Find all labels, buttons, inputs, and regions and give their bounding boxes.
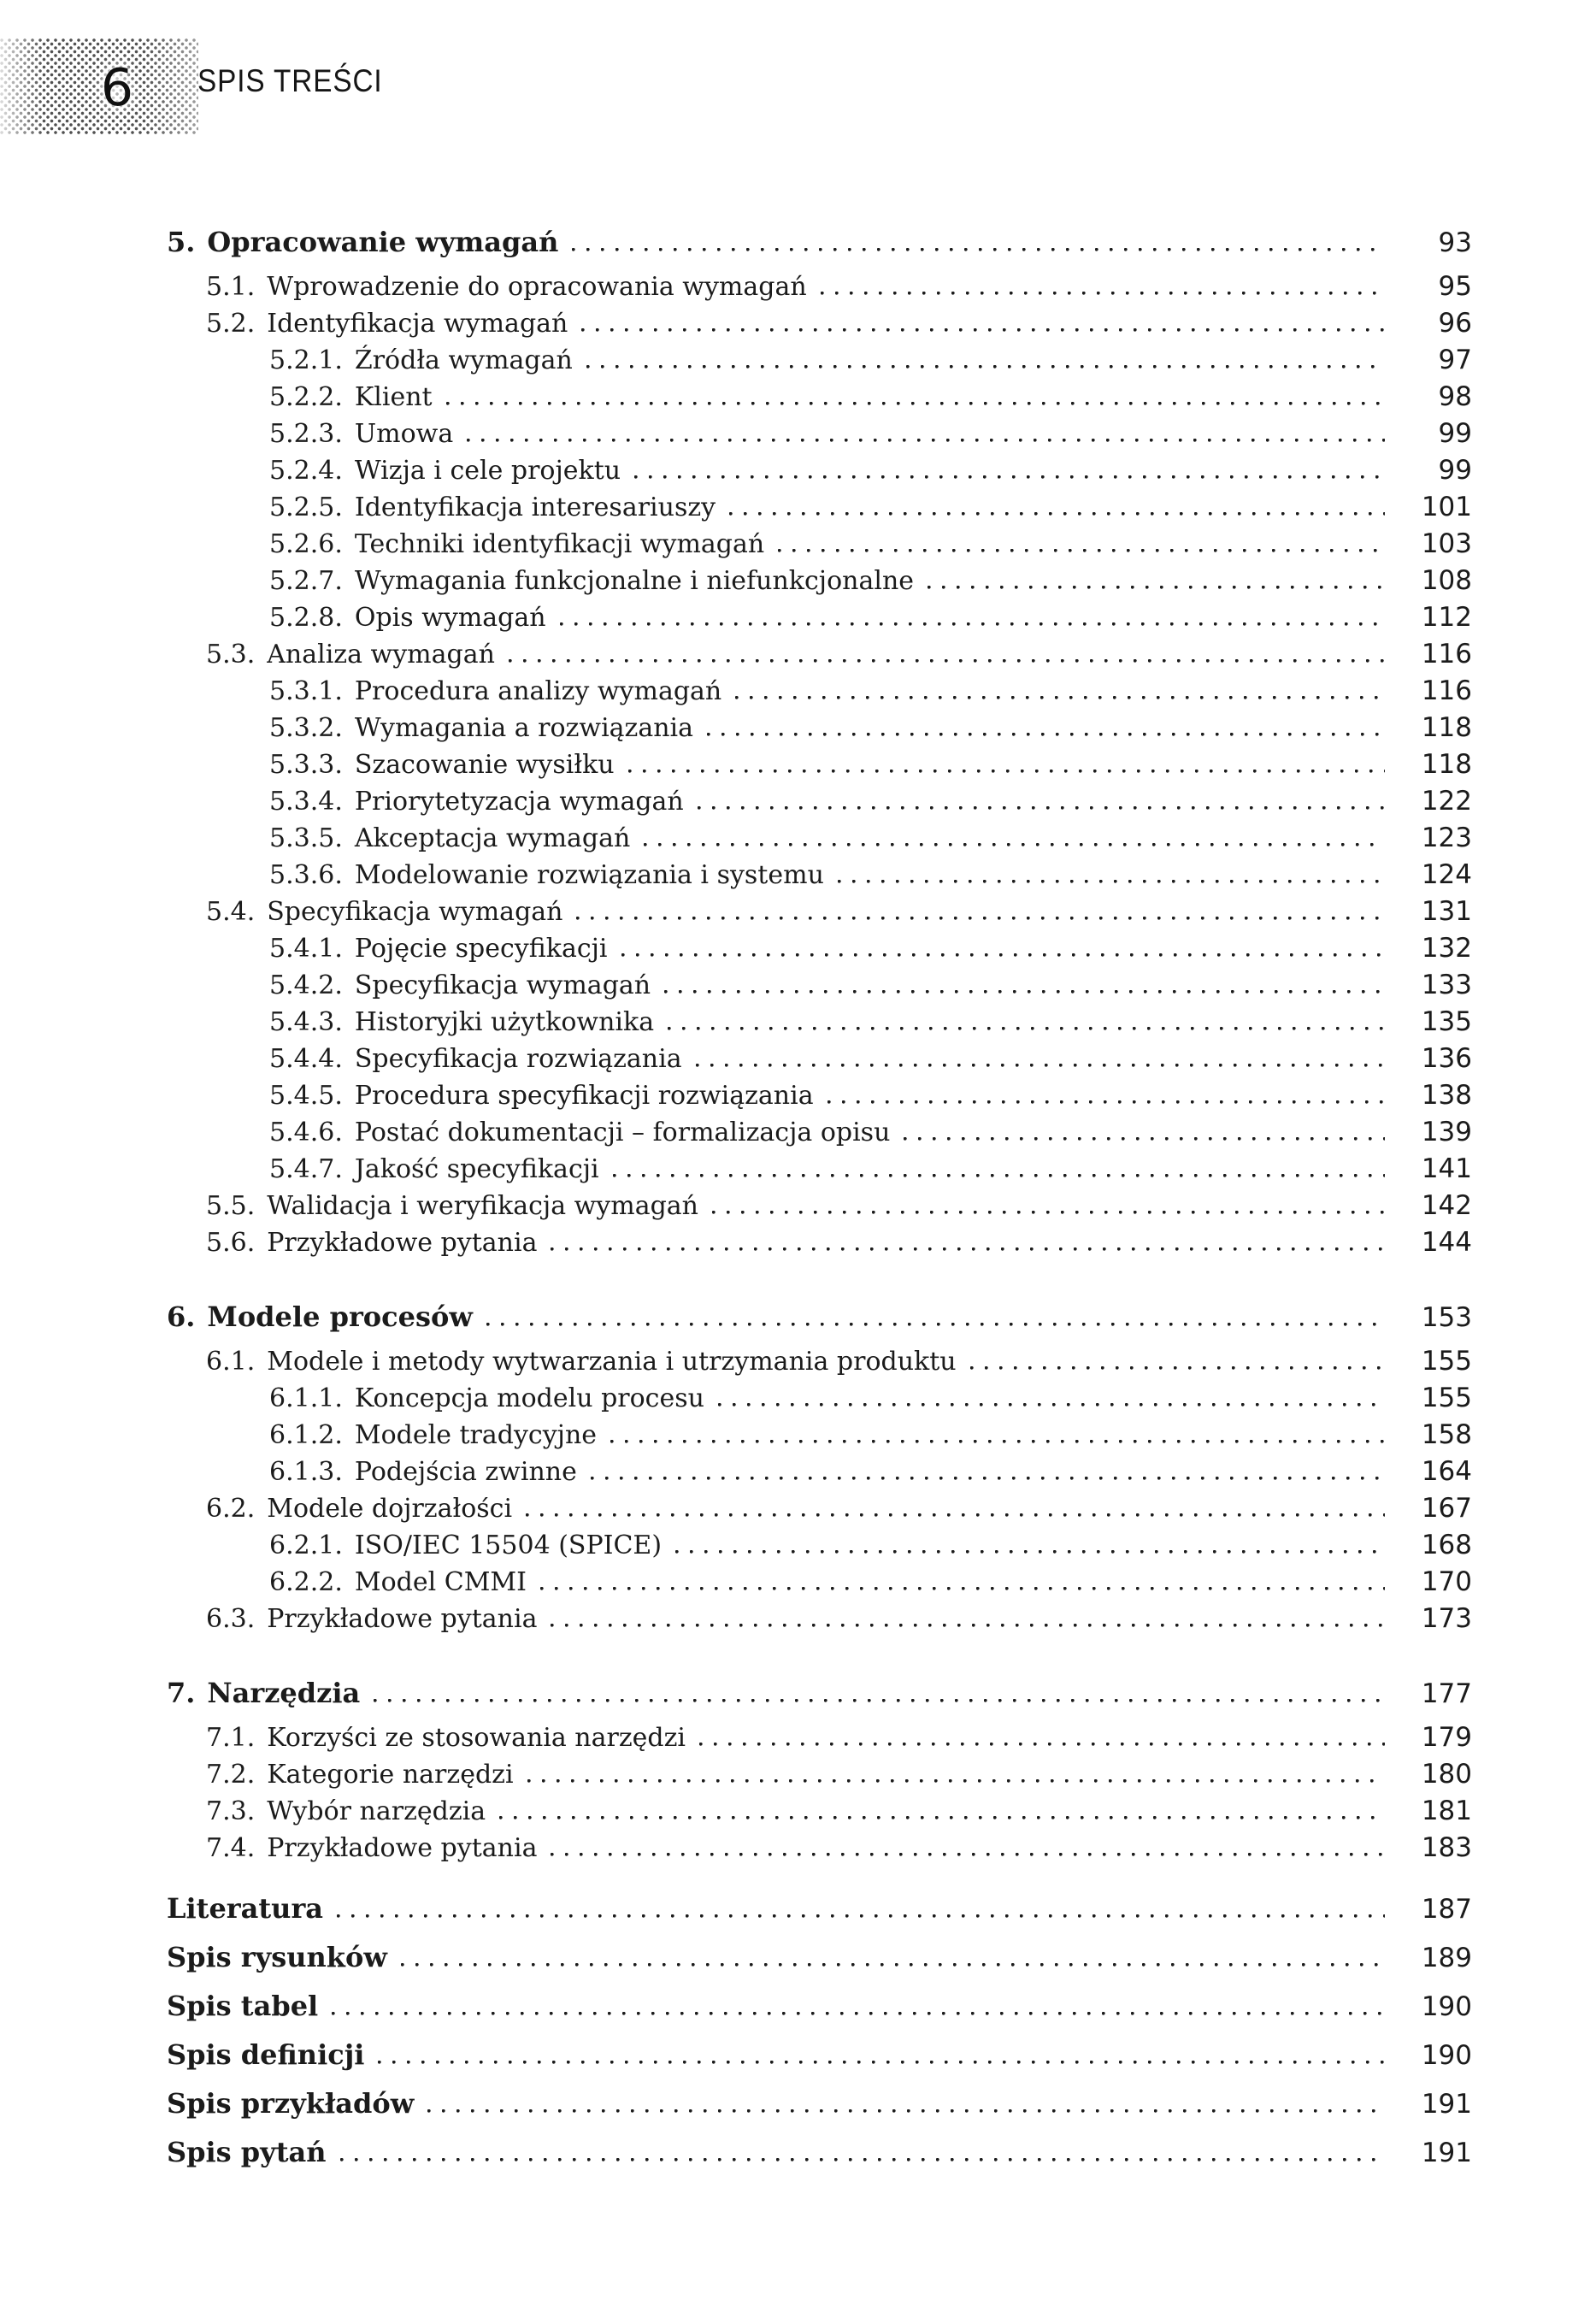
entry-page: 131 xyxy=(1421,896,1472,927)
entry-title: Kategorie narzędzi xyxy=(267,1760,514,1790)
entry-title: Identyfikacja interesariuszy xyxy=(354,492,716,522)
entry-title: Specyfikacja wymagań xyxy=(267,897,563,927)
entry-number: 6.2.2. xyxy=(269,1567,343,1597)
toc-entry xyxy=(167,711,1472,745)
dot-leader xyxy=(729,512,1385,516)
entry-page: 101 xyxy=(1421,492,1472,522)
entry-title: Jakość specyfikacji xyxy=(354,1154,599,1184)
entry-title: Modele tradycyjne xyxy=(354,1420,598,1450)
entry-page: 142 xyxy=(1421,1190,1472,1221)
entry-number: 7.3. xyxy=(206,1796,256,1826)
entry-page: 96 xyxy=(1438,308,1472,339)
toc-entry xyxy=(167,306,1472,340)
entry-number: 5.4.1. xyxy=(269,934,343,964)
toc-entry xyxy=(167,269,1472,304)
entry-page: 133 xyxy=(1421,970,1472,1000)
entry-number: 6.1.1. xyxy=(269,1383,343,1413)
page-number-box xyxy=(0,38,198,134)
entry-number: 7.1. xyxy=(206,1723,256,1753)
entry-page: 98 xyxy=(1438,381,1472,412)
dot-leader xyxy=(576,917,1385,920)
dot-leader xyxy=(827,1100,1385,1104)
toc-entry xyxy=(167,1381,1472,1415)
toc-list xyxy=(167,225,1472,2169)
toc-entry xyxy=(167,1418,1472,1452)
entry-number: 5.2.3. xyxy=(269,419,343,449)
entry-title: Specyfikacja wymagań xyxy=(354,970,651,1000)
entry-page: 97 xyxy=(1438,345,1472,375)
entry-page: 170 xyxy=(1421,1566,1472,1597)
entry-page: 187 xyxy=(1421,1894,1472,1925)
entry-number: 6.1.3. xyxy=(269,1457,343,1487)
toc-entry xyxy=(167,1720,1472,1755)
entry-number: 6.3. xyxy=(206,1604,256,1634)
dot-leader xyxy=(838,880,1385,883)
toc-entry xyxy=(167,563,1472,598)
entry-number: 5.3.1. xyxy=(269,676,343,706)
toc-entry xyxy=(167,821,1472,855)
toc-entry xyxy=(167,416,1472,451)
toc-entry xyxy=(167,1152,1472,1186)
dot-leader xyxy=(699,1743,1385,1746)
entry-page: 118 xyxy=(1421,712,1472,743)
entry-number: 5.5. xyxy=(206,1191,256,1221)
dot-leader xyxy=(628,770,1385,773)
dot-leader xyxy=(551,1247,1385,1251)
dot-leader xyxy=(401,1963,1385,1967)
toc-entry xyxy=(167,1491,1472,1525)
entry-number: 5.2.1. xyxy=(269,345,343,375)
entry-title: Klient xyxy=(354,382,433,412)
entry-number: 5.3.5. xyxy=(269,823,343,853)
dot-leader xyxy=(527,1779,1385,1783)
entry-title: Umowa xyxy=(354,419,454,449)
dot-leader xyxy=(551,1624,1385,1627)
dot-leader xyxy=(332,2012,1385,2015)
entry-number: 5. xyxy=(167,226,196,258)
entry-number: 5.4.3. xyxy=(269,1007,343,1037)
entry-title: Techniki identyfikacji wymagań xyxy=(354,529,765,559)
entry-title: Wymagania funkcjonalne i niefunkcjonalne xyxy=(354,566,915,596)
toc-entry xyxy=(167,894,1472,929)
entry-title: Opis wymagań xyxy=(354,603,546,633)
entry-number: 6.1.2. xyxy=(269,1420,343,1450)
dot-leader xyxy=(378,2061,1385,2064)
toc-entry xyxy=(167,858,1472,892)
entry-title: Walidacja i weryfikacja wymagań xyxy=(267,1191,698,1221)
dot-leader xyxy=(337,1914,1385,1918)
toc-entry xyxy=(167,527,1472,561)
entry-title: Przykładowe pytania xyxy=(267,1228,538,1258)
entry-number: 5.4.6. xyxy=(269,1118,343,1147)
entry-title: Źródła wymagań xyxy=(354,345,573,375)
entry-page: 95 xyxy=(1438,271,1472,302)
entry-number: 5.6. xyxy=(206,1228,256,1258)
toc-entry xyxy=(167,1005,1472,1039)
dot-leader xyxy=(904,1137,1385,1141)
entry-number: 5.2.6. xyxy=(269,529,343,559)
entry-page: 138 xyxy=(1421,1080,1472,1111)
toc-entry xyxy=(167,968,1472,1002)
entry-number: 5.1. xyxy=(206,272,256,302)
dot-leader xyxy=(526,1513,1385,1517)
entry-title: Narzędzia xyxy=(207,1677,361,1709)
entry-title: Korzyści ze stosowania narzędzi xyxy=(267,1723,686,1753)
toc-entry xyxy=(167,1115,1472,1149)
entry-title: Specyfikacja rozwiązania xyxy=(354,1044,682,1074)
entry-title: Przykładowe pytania xyxy=(267,1833,538,1863)
entry-page: 167 xyxy=(1421,1493,1472,1524)
entry-title: Przykładowe pytania xyxy=(267,1604,538,1634)
entry-title: Wymagania a rozwiązania xyxy=(354,713,694,743)
entry-title: Spis pytań xyxy=(167,2136,327,2168)
entry-page: 155 xyxy=(1421,1383,1472,1413)
dot-leader xyxy=(427,2109,1385,2113)
entry-title: Modelowanie rozwiązania i systemu xyxy=(354,860,824,890)
dot-leader xyxy=(499,1816,1385,1819)
entry-title: Podejścia zwinne xyxy=(354,1457,577,1487)
entry-page: 189 xyxy=(1421,1943,1472,1973)
entry-page: 153 xyxy=(1421,1302,1472,1333)
toc-entry xyxy=(167,2086,1472,2120)
entry-number: 5.2.4. xyxy=(269,456,343,486)
entry-number: 5.4.5. xyxy=(269,1081,343,1111)
toc-entry xyxy=(167,1188,1472,1223)
dot-leader xyxy=(486,1323,1385,1326)
toc-entry xyxy=(167,600,1472,634)
toc-entry xyxy=(167,2038,1472,2072)
entry-number: 6. xyxy=(167,1300,196,1333)
entry-page: 99 xyxy=(1438,455,1472,486)
toc-entry xyxy=(167,1757,1472,1791)
entry-number: 5.3.6. xyxy=(269,860,343,890)
entry-page: 135 xyxy=(1421,1006,1472,1037)
dot-leader xyxy=(591,1477,1385,1480)
entry-page: 190 xyxy=(1421,1991,1472,2022)
toc-entry xyxy=(167,1041,1472,1076)
entry-title: Spis przykładów xyxy=(167,2087,415,2120)
entry-page: 141 xyxy=(1421,1153,1472,1184)
dot-leader xyxy=(560,622,1385,626)
dot-leader xyxy=(735,696,1385,699)
entry-page: 191 xyxy=(1421,2138,1472,2168)
toc-entry xyxy=(167,1454,1472,1489)
dot-leader xyxy=(644,843,1385,846)
page-number: 6 xyxy=(100,58,134,118)
dot-leader xyxy=(696,1064,1385,1067)
entry-title: Modele dojrzałości xyxy=(267,1494,513,1524)
entry-title: Modele procesów xyxy=(207,1300,473,1333)
entry-page: 99 xyxy=(1438,418,1472,449)
dot-leader xyxy=(540,1587,1385,1590)
toc-entry xyxy=(167,1565,1472,1599)
entry-number: 5.2. xyxy=(206,309,256,339)
entry-title: Procedura specyfikacji rozwiązania xyxy=(354,1081,814,1111)
toc-entry xyxy=(167,1528,1472,1562)
entry-number: 7. xyxy=(167,1677,196,1709)
toc-entry xyxy=(167,931,1472,965)
entry-title: Akceptacja wymagań xyxy=(354,823,631,853)
toc-entry xyxy=(167,225,1472,259)
running-header: SPIS TREŚCI xyxy=(197,63,383,98)
entry-page: 108 xyxy=(1421,565,1472,596)
entry-title: Spis rysunków xyxy=(167,1941,387,1973)
entry-page: 144 xyxy=(1421,1227,1472,1258)
entry-title: Opracowanie wymagań xyxy=(207,226,559,258)
dot-leader xyxy=(634,475,1385,479)
entry-number: 5.4.4. xyxy=(269,1044,343,1074)
toc-entry xyxy=(167,1831,1472,1865)
entry-title: Literatura xyxy=(167,1892,324,1925)
entry-page: 191 xyxy=(1421,2089,1472,2120)
entry-page: 116 xyxy=(1421,639,1472,669)
dot-leader xyxy=(668,1027,1385,1030)
dot-leader xyxy=(613,1174,1385,1177)
dot-leader xyxy=(712,1211,1385,1214)
toc-entry xyxy=(167,490,1472,524)
entry-title: Historyjki użytkownika xyxy=(354,1007,655,1037)
dot-leader xyxy=(928,586,1385,589)
dot-leader xyxy=(446,402,1385,405)
entry-page: 116 xyxy=(1421,675,1472,706)
dot-leader xyxy=(340,2158,1385,2162)
entry-page: 173 xyxy=(1421,1603,1472,1634)
entry-title: Postać dokumentacji – formalizacja opisu xyxy=(354,1118,891,1147)
toc-entry xyxy=(167,2135,1472,2169)
entry-number: 5.3.4. xyxy=(269,787,343,817)
toc-entry xyxy=(167,784,1472,818)
toc-entry xyxy=(167,1676,1472,1710)
entry-title: Priorytetyzacja wymagań xyxy=(354,787,684,817)
toc-entry xyxy=(167,1300,1472,1334)
dot-leader xyxy=(467,439,1385,442)
entry-page: 181 xyxy=(1421,1796,1472,1826)
entry-page: 118 xyxy=(1421,749,1472,780)
dot-leader xyxy=(572,248,1385,251)
entry-title: Pojęcie specyfikacji xyxy=(354,934,608,964)
entry-page: 93 xyxy=(1438,227,1472,258)
dot-leader xyxy=(581,328,1385,332)
entry-page: 123 xyxy=(1421,823,1472,853)
entry-number: 5.3. xyxy=(206,640,256,669)
entry-title: Procedura analizy wymagań xyxy=(354,676,722,706)
entry-page: 177 xyxy=(1421,1678,1472,1709)
dot-leader xyxy=(675,1550,1385,1554)
entry-number: 5.2.5. xyxy=(269,492,343,522)
entry-page: 190 xyxy=(1421,2040,1472,2071)
dot-leader xyxy=(621,953,1385,957)
entry-title: Wizja i cele projektu xyxy=(354,456,621,486)
toc-entry xyxy=(167,1989,1472,2023)
entry-number: 5.4.7. xyxy=(269,1154,343,1184)
dot-leader xyxy=(509,659,1385,663)
toc-entry xyxy=(167,343,1472,377)
toc-entry xyxy=(167,1344,1472,1378)
entry-number: 5.3.3. xyxy=(269,750,343,780)
entry-number: 5.3.2. xyxy=(269,713,343,743)
entry-page: 180 xyxy=(1421,1759,1472,1790)
toc-entry xyxy=(167,1601,1472,1636)
toc-entry xyxy=(167,1891,1472,1926)
dot-leader xyxy=(586,365,1385,369)
entry-title: Koncepcja modelu procesu xyxy=(354,1383,704,1413)
entry-number: 6.1. xyxy=(206,1347,256,1377)
entry-title: Modele i metody wytwarzania i utrzymania produktu xyxy=(267,1347,957,1377)
entry-number: 5.4.2. xyxy=(269,970,343,1000)
entry-page: 136 xyxy=(1421,1043,1472,1074)
entry-number: 6.2.1. xyxy=(269,1530,343,1560)
dot-leader xyxy=(551,1853,1385,1856)
entry-page: 164 xyxy=(1421,1456,1472,1487)
toc-entry xyxy=(167,674,1472,708)
toc-entry xyxy=(167,1794,1472,1828)
entry-page: 124 xyxy=(1421,859,1472,890)
entry-number: 7.4. xyxy=(206,1833,256,1863)
entry-title: Wprowadzenie do opracowania wymagań xyxy=(267,272,807,302)
entry-number: 5.2.7. xyxy=(269,566,343,596)
entry-page: 122 xyxy=(1421,786,1472,817)
entry-number: 5.4. xyxy=(206,897,256,927)
toc-entry xyxy=(167,1940,1472,1974)
dot-leader xyxy=(698,806,1385,810)
toc-entry xyxy=(167,453,1472,487)
dot-leader xyxy=(970,1366,1385,1370)
entry-number: 5.2.8. xyxy=(269,603,343,633)
entry-number: 5.2.2. xyxy=(269,382,343,412)
toc-entry xyxy=(167,637,1472,671)
entry-page: 103 xyxy=(1421,528,1472,559)
dot-leader xyxy=(718,1403,1385,1407)
dot-leader xyxy=(778,549,1385,552)
entry-page: 155 xyxy=(1421,1346,1472,1377)
toc-entry xyxy=(167,747,1472,781)
entry-number: 6.2. xyxy=(206,1494,256,1524)
entry-page: 139 xyxy=(1421,1117,1472,1147)
entry-number: 7.2. xyxy=(206,1760,256,1790)
toc-entry xyxy=(167,1225,1472,1259)
entry-title: ISO/IEC 15504 (SPICE) xyxy=(354,1530,663,1560)
entry-title: Model CMMI xyxy=(354,1567,527,1597)
toc-entry xyxy=(167,1078,1472,1112)
entry-title: Analiza wymagań xyxy=(267,640,495,669)
dot-leader xyxy=(707,733,1385,736)
dot-leader xyxy=(374,1699,1385,1702)
entry-title: Spis tabel xyxy=(167,1990,319,2022)
entry-page: 158 xyxy=(1421,1419,1472,1450)
entry-title: Spis definicji xyxy=(167,2038,365,2071)
dot-leader xyxy=(821,292,1385,295)
entry-title: Szacowanie wysiłku xyxy=(354,750,615,780)
entry-title: Wybór narzędzia xyxy=(267,1796,486,1826)
toc-entry xyxy=(167,380,1472,414)
dot-leader xyxy=(610,1440,1385,1443)
dot-leader xyxy=(664,990,1385,994)
entry-page: 112 xyxy=(1421,602,1472,633)
entry-page: 179 xyxy=(1421,1722,1472,1753)
entry-page: 168 xyxy=(1421,1530,1472,1560)
entry-title: Identyfikacja wymagań xyxy=(267,309,568,339)
entry-page: 183 xyxy=(1421,1832,1472,1863)
entry-page: 132 xyxy=(1421,933,1472,964)
